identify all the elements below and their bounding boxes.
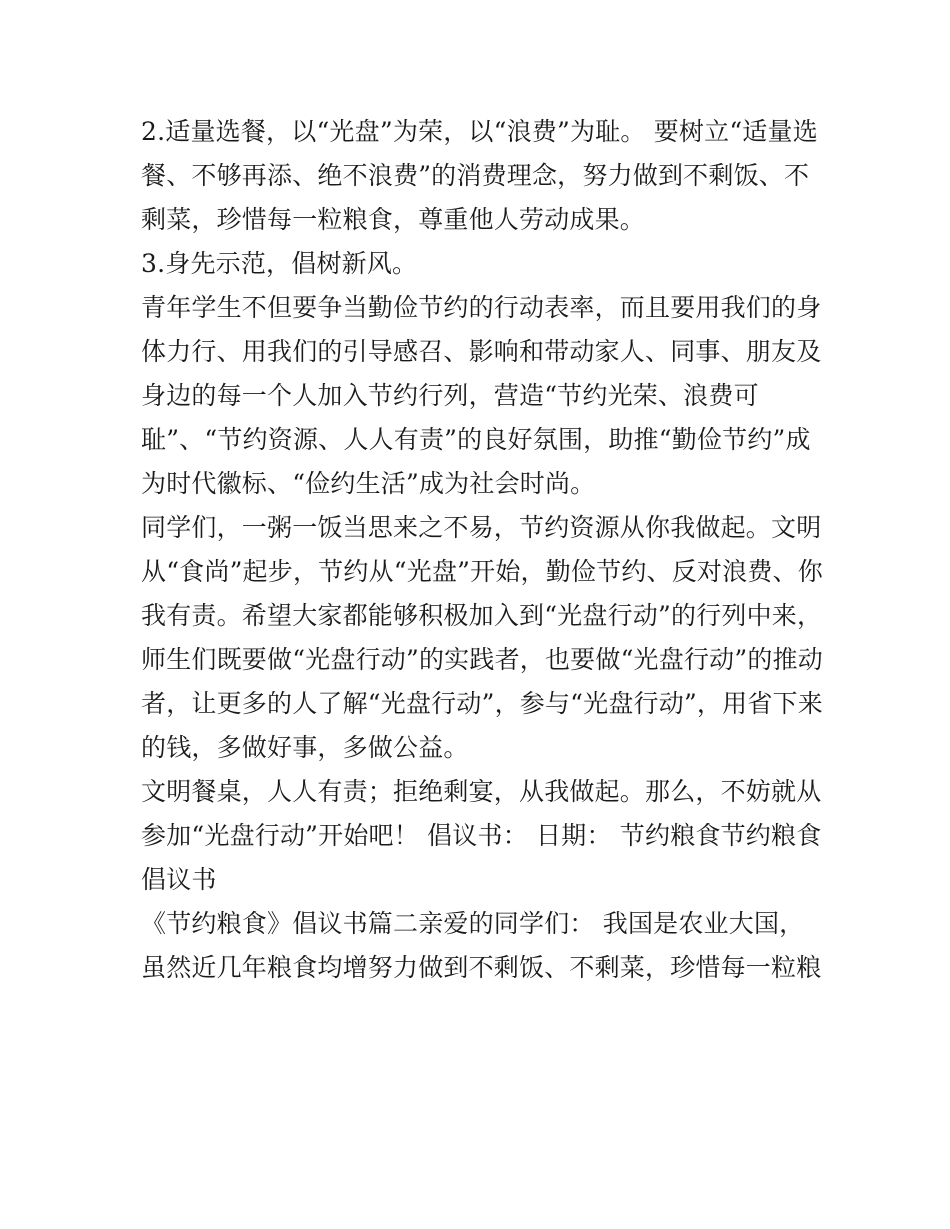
text-line: 身边的每一个人加入节约行列，营造“节约光荣、浪费可	[141, 381, 759, 410]
text-line: 虽然近几年粮食均增努力做到不剩饭、不剩菜，珍惜每一粒粮	[141, 953, 822, 982]
text-line: 2.适量选餐，以“光盘”为荣，以“浪费”为耻。 要树立“适量选	[141, 117, 818, 146]
text-line: 《节约粮食》倡议书篇二亲爱的同学们： 我国是农业大国，	[141, 909, 805, 938]
text-line: 我有责。希望大家都能够积极加入到“光盘行动”的行列中来，	[141, 601, 823, 630]
text-line: 青年学生不但要争当勤俭节约的行动表率，而且要用我们的身	[141, 293, 822, 322]
text-line: 倡议书	[141, 865, 217, 894]
text-line: 为时代徽标、“俭约生活”成为社会时尚。	[141, 469, 596, 498]
text-line: 剩菜，珍惜每一粒粮食，尊重他人劳动成果。	[141, 205, 646, 234]
text-line: 耻”、“节约资源、人人有责”的良好氛围，助推“勤俭节约”成	[141, 425, 811, 454]
text-line: 参加“光盘行动”开始吧！ 倡议书： 日期： 节约粮食节约粮食	[141, 821, 822, 850]
text-line: 的钱，多做好事，多做公益。	[141, 733, 469, 762]
text-line: 者，让更多的人了解“光盘行动”，参与“光盘行动”，用省下来	[141, 689, 823, 718]
text-line: 师生们既要做“光盘行动”的实践者，也要做“光盘行动”的推动	[141, 645, 823, 674]
document-body	[141, 110, 821, 990]
text-line: 文明餐桌，人人有责；拒绝剩宴，从我做起。那么，不妨就从	[141, 777, 822, 806]
text-line: 3.身先示范，倡树新风。	[141, 249, 418, 278]
text-line: 同学们，一粥一饭当思来之不易，节约资源从你我做起。文明	[141, 513, 822, 542]
text-line: 餐、不够再添、绝不浪费”的消费理念，努力做到不剩饭、不	[141, 161, 810, 190]
text-line: 从“食尚”起步，节约从“光盘”开始，勤俭节约、反对浪费、你	[141, 557, 823, 586]
text-line: 体力行、用我们的引导感召、影响和带动家人、同事、朋友及	[141, 337, 822, 366]
